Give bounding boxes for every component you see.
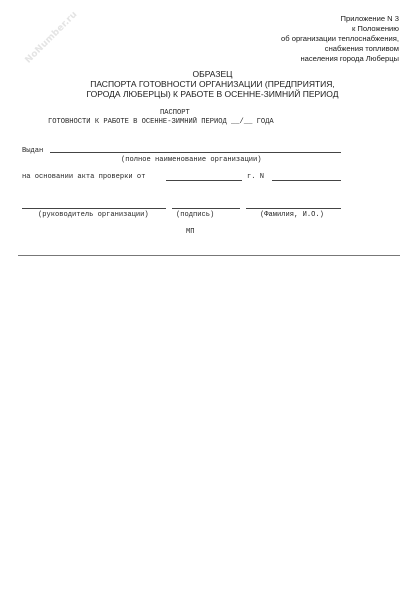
organization-name-caption: (полное наименование организации) bbox=[121, 156, 262, 164]
organization-name-line bbox=[50, 152, 341, 153]
head-of-organization-caption: (руководитель организации) bbox=[38, 211, 149, 219]
appendix-line: Приложение N 3 bbox=[340, 14, 399, 23]
title-line: ОБРАЗЕЦ bbox=[192, 69, 233, 79]
appendix-line: населения города Люберцы bbox=[300, 53, 399, 63]
title-line: ГОРОДА ЛЮБЕРЦЫ) К РАБОТЕ В ОСЕННЕ-ЗИМНИЙ ПЕРИОД bbox=[86, 89, 339, 99]
issued-label: Выдан bbox=[22, 147, 44, 155]
act-date-line bbox=[166, 180, 242, 181]
act-number-label: г. N bbox=[247, 173, 265, 181]
appendix-reference bbox=[199, 14, 399, 64]
stamp-placeholder: МП bbox=[186, 228, 195, 236]
full-name-line bbox=[246, 208, 341, 209]
basis-label: на основании акта проверки от bbox=[22, 173, 146, 181]
appendix-line: снабжения топливом bbox=[324, 43, 399, 53]
appendix-line: об организации теплоснабжения, bbox=[281, 33, 399, 43]
passport-title: ПАСПОРТ bbox=[160, 109, 190, 117]
act-number-line bbox=[272, 180, 341, 181]
title-line: ПАСПОРТА ГОТОВНОСТИ ОРГАНИЗАЦИИ (ПРЕДПРИЯТИЯ, bbox=[90, 79, 335, 89]
head-of-organization-line bbox=[22, 208, 166, 209]
watermark: NoNumber.ru bbox=[23, 9, 80, 66]
bottom-divider bbox=[18, 255, 400, 256]
document-title bbox=[40, 69, 385, 99]
signature-line bbox=[172, 208, 240, 209]
appendix-line: к Положению bbox=[351, 23, 399, 33]
full-name-caption: (Фамилия, И.О.) bbox=[260, 211, 324, 219]
passport-subtitle: ГОТОВНОСТИ К РАБОТЕ В ОСЕННЕ-ЗИМНИЙ ПЕРИОД __/__ ГОДА bbox=[48, 118, 274, 126]
signature-caption: (подпись) bbox=[176, 211, 215, 219]
